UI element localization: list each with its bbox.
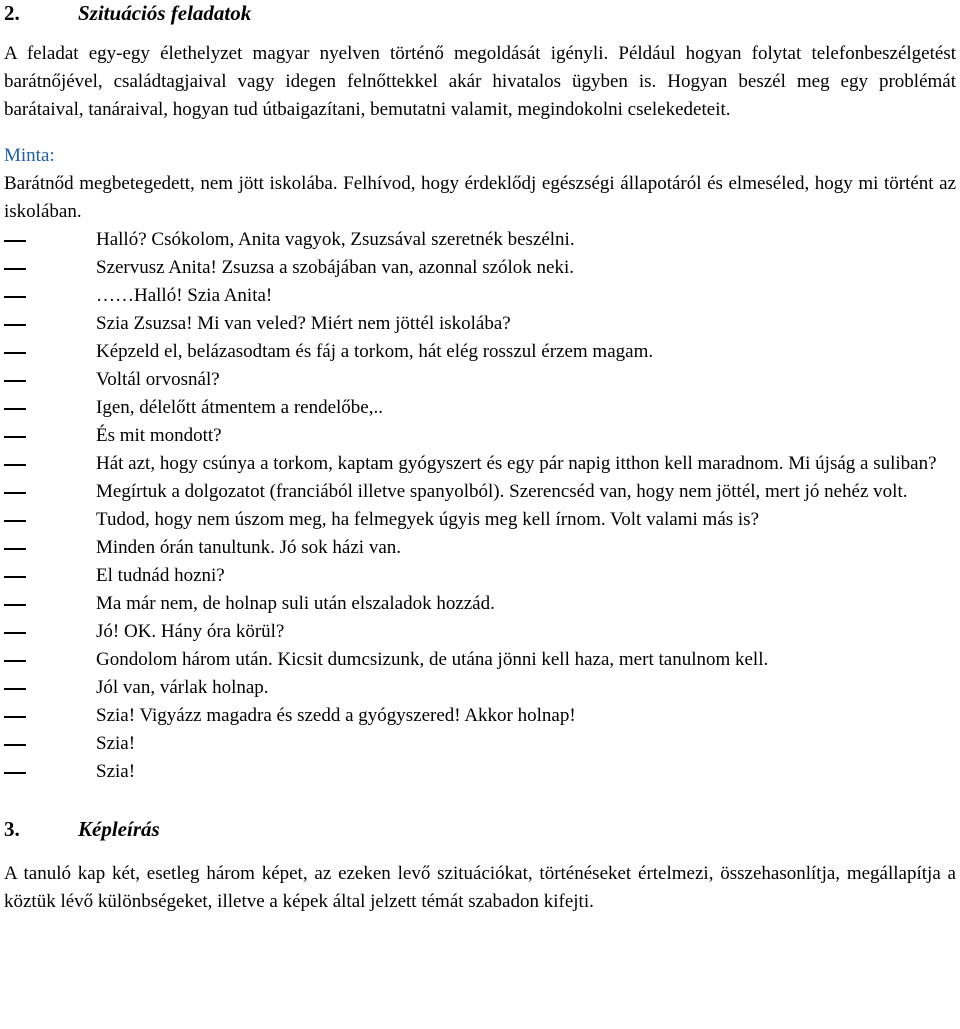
dialogue-line: Jól van, várlak holnap.	[4, 674, 956, 702]
section-2-title: Szituációs feladatok	[78, 1, 252, 25]
dash-bullet	[4, 702, 96, 730]
dash-bullet	[4, 730, 96, 758]
dialogue-line: Szia Zsuzsa! Mi van veled? Miért nem jöttél iskolába?	[4, 310, 956, 338]
section-3-number: 3.	[4, 817, 20, 841]
dash-bullet	[4, 562, 96, 590]
dash-bullet	[4, 646, 96, 674]
dialogue-list	[4, 226, 956, 786]
dialogue-line: Szia!	[4, 730, 956, 758]
dash-bullet	[4, 282, 96, 310]
dash-bullet	[4, 310, 96, 338]
dash-bullet	[4, 674, 96, 702]
sample-intro: Barátnőd megbetegedett, nem jött iskolába. Felhívod, hogy érdeklődj egészségi állapotáról és elmeséled, hogy mi történt az iskolában.	[4, 173, 956, 222]
dash-bullet	[4, 618, 96, 646]
dash-bullet	[4, 394, 96, 422]
section-3-heading	[4, 816, 956, 842]
section-2-number: 2.	[4, 1, 20, 25]
dialogue-line: Igen, délelőtt átmentem a rendelőbe,..	[4, 394, 956, 422]
dialogue-line: Szervusz Anita! Zsuzsa a szobájában van, azonnal szólok neki.	[4, 254, 956, 282]
dash-bullet	[4, 478, 96, 506]
section-2-heading	[4, 0, 956, 26]
dash-bullet	[4, 226, 96, 254]
dialogue-line: Voltál orvosnál?	[4, 366, 956, 394]
section-3-title: Képleírás	[78, 817, 160, 841]
dialogue-line: Jó! OK. Hány óra körül?	[4, 618, 956, 646]
dash-bullet	[4, 338, 96, 366]
section-3-text: A tanuló kap két, esetleg három képet, az ezeken levő szituációkat, történéseket értelmezi, összehasonlítja, megállapítja a köztük lévő különbségeket, illetve a képek által jelzett témát szabadon kifejti.	[4, 863, 956, 912]
dialogue-line: Gondolom három után. Kicsit dumcsizunk, de utána jönni kell haza, mert tanulnom kell.	[4, 646, 956, 674]
dialogue-line: Képzeld el, belázasodtam és fáj a torkom, hát elég rosszul érzem magam.	[4, 338, 956, 366]
section-2-intro: A feladat egy-egy élethelyzet magyar nyelven történő megoldását igényli. Például hogyan folytat telefonbeszélgetést barátnőjével, családtagjaival vagy idegen felnőttekkel akár hivatalos ügyben is. Hogyan beszél meg egy problémát barátaival, tanáraival, hogyan tud útbaigazítani, bemutatni valamit, megindokolni cselekedeteit.	[4, 43, 956, 120]
dash-bullet	[4, 534, 96, 562]
dialogue-line: ……Halló! Szia Anita!	[4, 282, 956, 310]
dialogue-line: Szia!	[4, 758, 956, 786]
dialogue-line: Szia! Vigyázz magadra és szedd a gyógyszered! Akkor holnap!	[4, 702, 956, 730]
dialogue-line: Hát azt, hogy csúnya a torkom, kaptam gyógyszert és egy pár napig itthon kell maradnom. Mi újság a suliban?	[4, 450, 956, 478]
dialogue-line: És mit mondott?	[4, 422, 956, 450]
dash-bullet	[4, 590, 96, 618]
dialogue-line: Megírtuk a dolgozatot (franciából illetve spanyolból). Szerencséd van, hogy nem jöttél, mert jó nehéz volt.	[4, 478, 956, 506]
dash-bullet	[4, 758, 96, 786]
dash-bullet	[4, 450, 96, 478]
dash-bullet	[4, 366, 96, 394]
dialogue-line: Halló? Csókolom, Anita vagyok, Zsuzsával szeretnék beszélni.	[4, 226, 956, 254]
dialogue-line: Minden órán tanultunk. Jó sok házi van.	[4, 534, 956, 562]
dialogue-line: Tudod, hogy nem úszom meg, ha felmegyek úgyis meg kell írnom. Volt valami más is?	[4, 506, 956, 534]
sample-label: Minta:	[4, 145, 55, 166]
dash-bullet	[4, 506, 96, 534]
dash-bullet	[4, 422, 96, 450]
dash-bullet	[4, 254, 96, 282]
dialogue-line: Ma már nem, de holnap suli után elszaladok hozzád.	[4, 590, 956, 618]
dialogue-line: El tudnád hozni?	[4, 562, 956, 590]
